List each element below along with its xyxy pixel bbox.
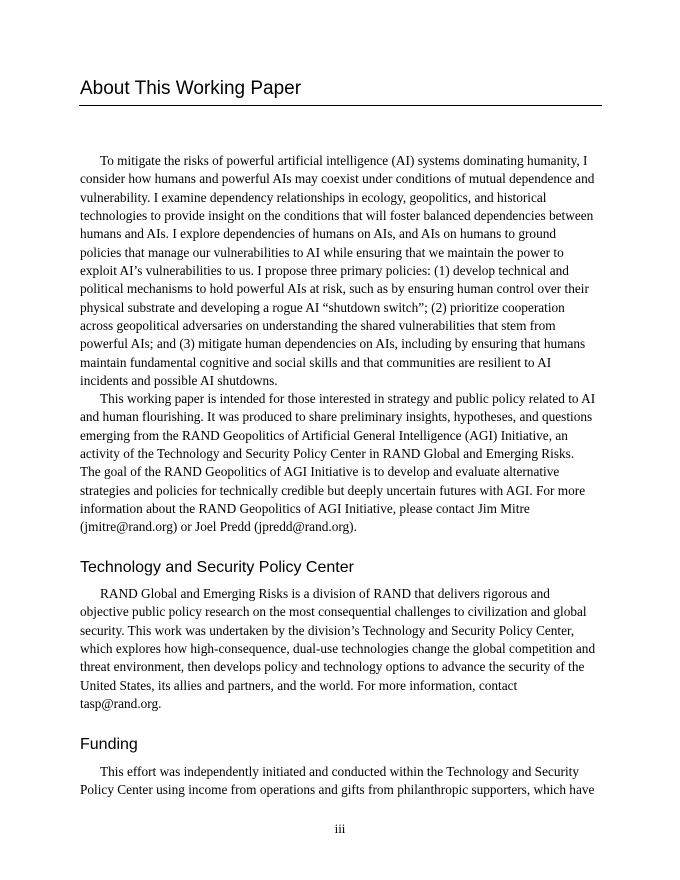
text-line: across geopolitical adversaries on understanding the shared vulnerabilities that stem from [80,318,556,334]
text-line: political mechanisms to hold powerful AIs at risk, such as by ensuring human control over their [80,281,589,297]
text-line: consider how humans and powerful AIs may coexist under conditions of mutual dependence and [80,171,595,187]
text-line: vulnerability. I examine dependency relationships in ecology, geopolitics, and historical [80,189,547,205]
text-line: threat environment, then develops policy and technology options to advance the security of the [80,659,585,675]
heading-tasp: Technology and Security Policy Center [80,559,354,576]
text-line: To mitigate the risks of powerful artificial intelligence (AI) systems dominating humanity, I [100,153,588,168]
text-line: incidents and possible AI shutdowns. [80,373,278,389]
text-line: strategies and policies for technically credible but deeply uncertain futures with AGI. For more [80,482,586,498]
text-line: information about the RAND Geopolitics of AGI Initiative, please contact Jim Mitre [80,501,530,517]
text-line: objective public policy research on the most consequential challenges to civilization and global [80,604,587,620]
text-line: maintain fundamental cognitive and social skills and that communities are resilient to AI [80,354,552,370]
text-line: activity of the Technology and Security Policy Center in RAND Global and Emerging Risks. [80,446,575,462]
text-line: The goal of the RAND Geopolitics of AGI Initiative is to develop and evaluate alternative [80,464,560,480]
text-line: humans and AIs. I explore dependencies of humans on AIs, and AIs on humans to ground [80,226,557,242]
text-line: RAND Global and Emerging Risks is a division of RAND that delivers rigorous and [100,586,550,601]
text-line: tasp@rand.org. [80,696,162,712]
paragraph-abstract [80,152,610,390]
paragraph-tasp [80,585,610,713]
text-line: which explores how high-consequence, dual-use technologies change the global competition and [80,641,596,657]
page-title: About This Working Paper [80,78,302,99]
text-line: This effort was independently initiated and conducted within the Technology and Security [100,764,579,779]
text-line: Policy Center using income from operations and gifts from philanthropic supporters, which have [80,782,595,798]
text-line: physical substrate and developing a rogue AI “shutdown switch”; (2) prioritize cooperation [80,299,565,315]
text-line: and human flourishing. It was produced to share preliminary insights, hypotheses, and questions [80,409,593,425]
text-line: security. This work was undertaken by the division’s Technology and Security Policy Center, [80,622,575,638]
text-line: powerful AIs; and (3) mitigate human dependencies on AIs, including by ensuring that humans [80,336,586,352]
text-line: policies that manage our vulnerabilities to AI while ensuring that we maintain the power to [80,244,564,260]
text-line: United States, its allies and partners, and the world. For more information, contact [80,677,518,693]
heading-funding: Funding [80,736,138,753]
text-line: exploit AI’s vulnerabilities to us. I propose three primary policies: (1) develop technical and [80,263,569,279]
paragraph-funding [80,763,610,800]
text-line: This working paper is intended for those interested in strategy and public policy related to AI [100,391,596,406]
text-line: (jmitre@rand.org) or Joel Predd (jpredd@rand.org). [80,519,357,535]
text-line: technologies to provide insight on the conditions that will foster balanced dependencies between [80,208,594,224]
paragraph-intended-audience [80,390,610,537]
text-line: emerging from the RAND Geopolitics of Artificial General Intelligence (AGI) Initiative, an [80,427,568,443]
page-number: iii [334,821,346,836]
title-rule [79,105,602,106]
